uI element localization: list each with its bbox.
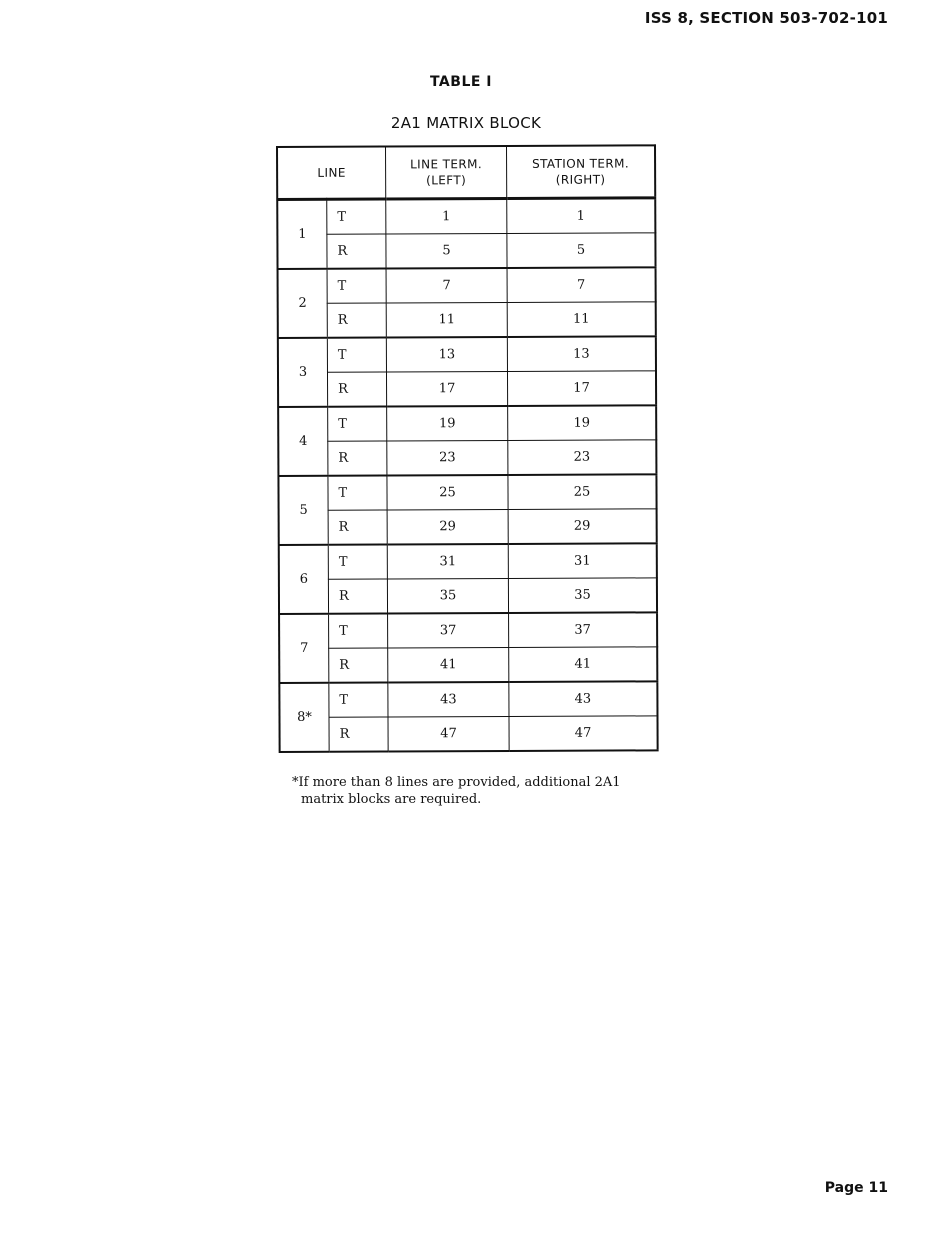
station-term-header-label: STATION TERM.: [532, 156, 630, 171]
line-term-column-header: [386, 146, 507, 199]
line-term-cell: 7: [386, 268, 507, 303]
table-title: TABLE I: [429, 74, 493, 90]
line-term-cell: 31: [387, 544, 508, 579]
line-term-cell: 23: [387, 440, 508, 475]
line-number-cell: 6: [279, 545, 329, 614]
line-number-cell: 2: [278, 269, 328, 338]
table-row: [279, 509, 657, 545]
line-term-cell: 29: [387, 509, 508, 544]
table-row: [278, 302, 656, 338]
station-term-cell: 1: [507, 198, 656, 234]
line-number-cell: 3: [278, 338, 328, 407]
line-term-cell: 13: [386, 337, 507, 372]
line-term-cell: 17: [386, 371, 507, 406]
station-term-cell: 23: [508, 440, 657, 475]
lead-cell: R: [327, 303, 386, 338]
station-term-cell: 25: [508, 474, 657, 509]
lead-cell: T: [328, 407, 387, 442]
table-row: [278, 405, 656, 441]
lead-cell: T: [329, 683, 388, 718]
line-term-cell: 37: [388, 613, 509, 648]
lead-cell: T: [328, 476, 387, 511]
station-term-cell: 31: [508, 543, 657, 578]
matrix-block-table: [276, 144, 659, 753]
station-term-column-header: [507, 145, 656, 198]
station-term-cell: 7: [507, 267, 656, 302]
station-term-cell: 19: [508, 405, 657, 440]
table-row: [278, 336, 656, 372]
lead-cell: R: [328, 510, 387, 545]
line-term-cell: 25: [387, 475, 508, 510]
table-row: [277, 198, 655, 235]
line-term-cell: 43: [388, 682, 509, 717]
table-row: [277, 233, 655, 269]
table-subtitle: 2A1 MATRIX BLOCK: [390, 114, 542, 132]
line-term-header-sub: (LEFT): [426, 173, 467, 188]
station-term-cell: 5: [507, 233, 656, 268]
line-number-cell: 1: [277, 199, 327, 269]
table-row: [279, 578, 657, 614]
lead-cell: R: [329, 648, 388, 683]
station-term-cell: 41: [509, 647, 658, 682]
line-number-cell: 7: [279, 614, 329, 683]
table-row: [278, 371, 656, 407]
lead-cell: R: [329, 717, 388, 752]
line-term-cell: 19: [387, 406, 508, 441]
line-term-cell: 5: [386, 233, 507, 268]
lead-cell: T: [327, 269, 386, 304]
lead-cell: R: [327, 372, 386, 407]
station-term-header-sub: (RIGHT): [555, 172, 606, 187]
station-term-cell: 29: [508, 509, 657, 544]
station-term-cell: 17: [507, 371, 656, 406]
lead-cell: R: [328, 441, 387, 476]
table-header-row: [277, 145, 655, 199]
lead-cell: R: [328, 579, 387, 614]
footnote-line-1: *If more than 8 lines are provided, additional 2A1: [292, 775, 621, 790]
line-column-header: LINE: [277, 147, 386, 200]
table-body: [277, 198, 657, 752]
station-term-cell: 13: [507, 336, 656, 371]
lead-cell: R: [327, 234, 386, 269]
line-term-cell: 47: [388, 716, 509, 751]
station-term-cell: 37: [509, 612, 658, 647]
line-number-cell: 4: [278, 407, 328, 476]
footnote-line-2: matrix blocks are required.: [301, 792, 482, 807]
station-term-cell: 35: [508, 578, 657, 613]
table-row: [279, 647, 657, 683]
document-section-reference: ISS 8, SECTION 503-702-101: [644, 9, 888, 27]
station-term-cell: 43: [509, 681, 658, 716]
station-term-cell: 47: [509, 716, 658, 751]
line-number-cell: 5: [278, 476, 328, 545]
line-term-header-label: LINE TERM.: [410, 157, 483, 172]
line-term-cell: 35: [387, 578, 508, 613]
lead-cell: T: [328, 545, 387, 580]
line-term-cell: 11: [386, 302, 507, 337]
table-row: [278, 267, 656, 303]
page-number: Page 11: [824, 1180, 888, 1196]
line-term-cell: 1: [386, 198, 507, 234]
table-row: [279, 716, 657, 752]
table-row: [278, 440, 656, 476]
table-row: [279, 612, 657, 648]
line-term-cell: 41: [388, 647, 509, 682]
table-footnote: [292, 774, 672, 808]
lead-cell: T: [329, 614, 388, 649]
lead-cell: T: [327, 199, 386, 234]
table-row: [278, 474, 656, 510]
table-row: [279, 681, 657, 717]
station-term-cell: 11: [507, 302, 656, 337]
line-number-cell: 8*: [279, 683, 329, 752]
lead-cell: T: [327, 338, 386, 373]
table-row: [279, 543, 657, 579]
